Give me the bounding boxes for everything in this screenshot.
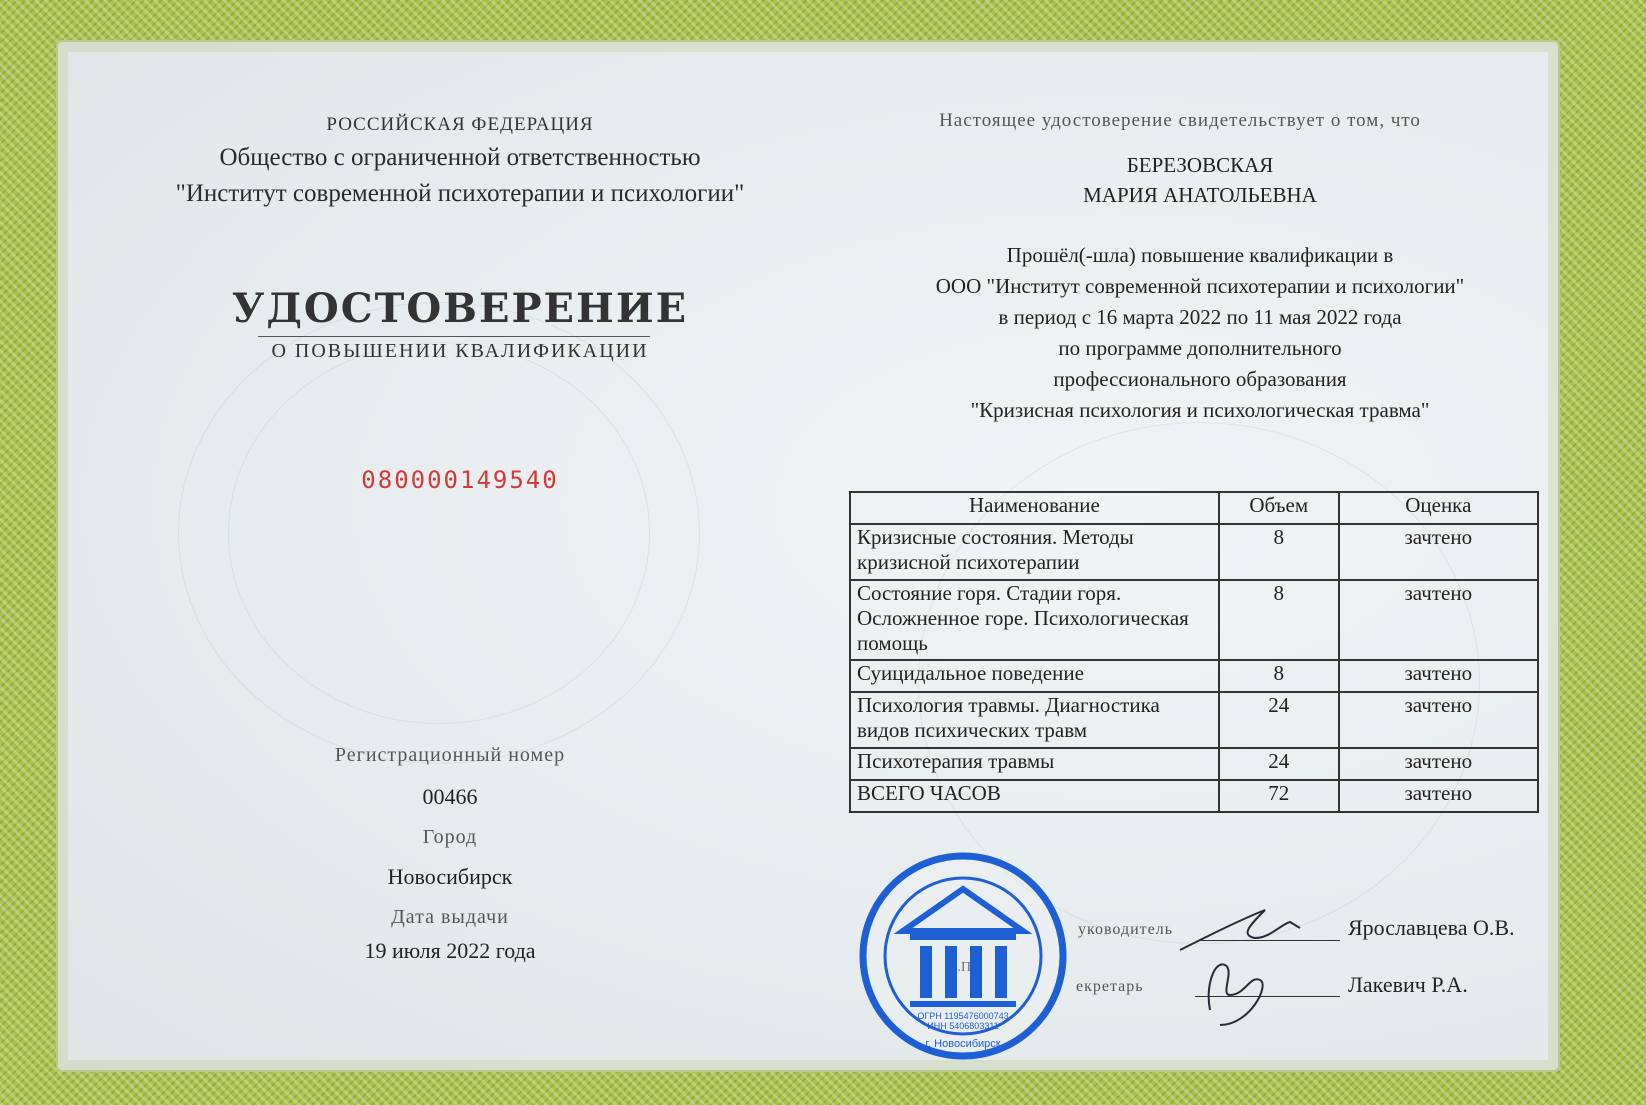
certifies-intro: Настоящее удостоверение свидетельствует о том, что	[939, 110, 1421, 131]
courses-table	[849, 491, 1539, 813]
column-header: Объем	[1219, 492, 1339, 524]
table-row	[850, 524, 1538, 580]
secretary-signature	[1190, 940, 1300, 1030]
course-hours: 8	[1219, 524, 1339, 580]
holder-surname: БЕРЕЗОВСКАЯ	[1126, 153, 1274, 177]
seal-inn: ИНН 5406803311	[927, 1021, 999, 1031]
building-column	[945, 946, 957, 998]
head-label: уководитель	[1078, 921, 1174, 938]
table-row	[850, 580, 1538, 660]
course-hours: 8	[1219, 580, 1339, 660]
course-grade: зачтено	[1339, 748, 1538, 780]
building-beam	[910, 933, 1016, 940]
seal-ogrn: ОГРН 1195476000743	[917, 1011, 1009, 1021]
title-divider	[258, 336, 650, 337]
body-line: по программе дополнительного	[1058, 336, 1342, 360]
official-seal	[858, 851, 1068, 1061]
issue-date-value: 19 июля 2022 года	[364, 938, 536, 963]
column-header: Наименование	[850, 492, 1219, 524]
course-hours: 24	[1219, 748, 1339, 780]
body-line: "Кризисная психология и психологическая травма"	[970, 398, 1430, 422]
course-hours: 8	[1219, 660, 1339, 692]
program-description	[880, 240, 1520, 426]
city-value: Новосибирск	[387, 864, 513, 889]
course-grade: зачтено	[1339, 660, 1538, 692]
course-name: Суицидальное поведение	[850, 660, 1219, 692]
total-hours: 72	[1219, 780, 1339, 812]
guilloche-ornament	[228, 342, 650, 724]
head-name: Ярославцева О.В.	[1348, 915, 1515, 940]
table-total-row	[850, 780, 1538, 812]
building-base	[910, 1001, 1016, 1007]
city-label: Город	[422, 826, 478, 848]
building-column	[995, 946, 1007, 998]
country-heading: РОССИЙСКАЯ ФЕДЕРАЦИЯ	[326, 114, 594, 135]
document-title: УДОСТОВЕРЕНИЕ	[231, 285, 689, 332]
holder-given-names: МАРИЯ АНАТОЛЬЕВНА	[1083, 183, 1317, 207]
building-column	[920, 946, 932, 998]
org-name-line1: Общество с ограниченной ответственностью	[219, 144, 701, 171]
body-line: ООО "Институт современной психотерапии и психологии"	[935, 274, 1465, 298]
course-name: Психотерапия травмы	[850, 748, 1219, 780]
serial-number: 080000149540	[361, 466, 559, 494]
table-row	[850, 748, 1538, 780]
reg-number-value: 00466	[422, 784, 478, 809]
course-name: Состояние горя. Стадии горя. Осложненное горе. Психологическая помощь	[850, 580, 1219, 660]
course-grade: зачтено	[1339, 580, 1538, 660]
building-column	[970, 946, 982, 998]
total-grade: зачтено	[1339, 780, 1538, 812]
course-name: Кризисные состояния. Методы кризисной психотерапии	[850, 524, 1219, 580]
body-line: в период с 16 марта 2022 по 11 мая 2022 года	[998, 305, 1402, 329]
document-subtitle: О ПОВЫШЕНИИ КВАЛИФИКАЦИИ	[271, 340, 649, 362]
body-line: Прошёл(-шла) повышение квалификации в	[1006, 243, 1394, 267]
table-row	[850, 660, 1538, 692]
total-label: ВСЕГО ЧАСОВ	[850, 780, 1219, 812]
course-name: Психология травмы. Диагностика видов психических травм	[850, 692, 1219, 748]
column-header: Оценка	[1339, 492, 1538, 524]
seal-city: г. Новосибирск	[925, 1038, 1001, 1050]
course-grade: зачтено	[1339, 524, 1538, 580]
body-line: профессионального образования	[1053, 367, 1347, 391]
org-name-line2: "Институт современной психотерапии и психологии"	[175, 180, 745, 207]
course-grade: зачтено	[1339, 692, 1538, 748]
table-row	[850, 692, 1538, 748]
reg-number-label: Регистрационный номер	[334, 744, 566, 766]
secretary-label: екретарь	[1076, 978, 1144, 995]
secretary-name: Лакевич Р.А.	[1348, 972, 1468, 997]
issue-date-label: Дата выдачи	[391, 906, 509, 928]
table-header-row	[850, 492, 1538, 524]
course-hours: 24	[1219, 692, 1339, 748]
